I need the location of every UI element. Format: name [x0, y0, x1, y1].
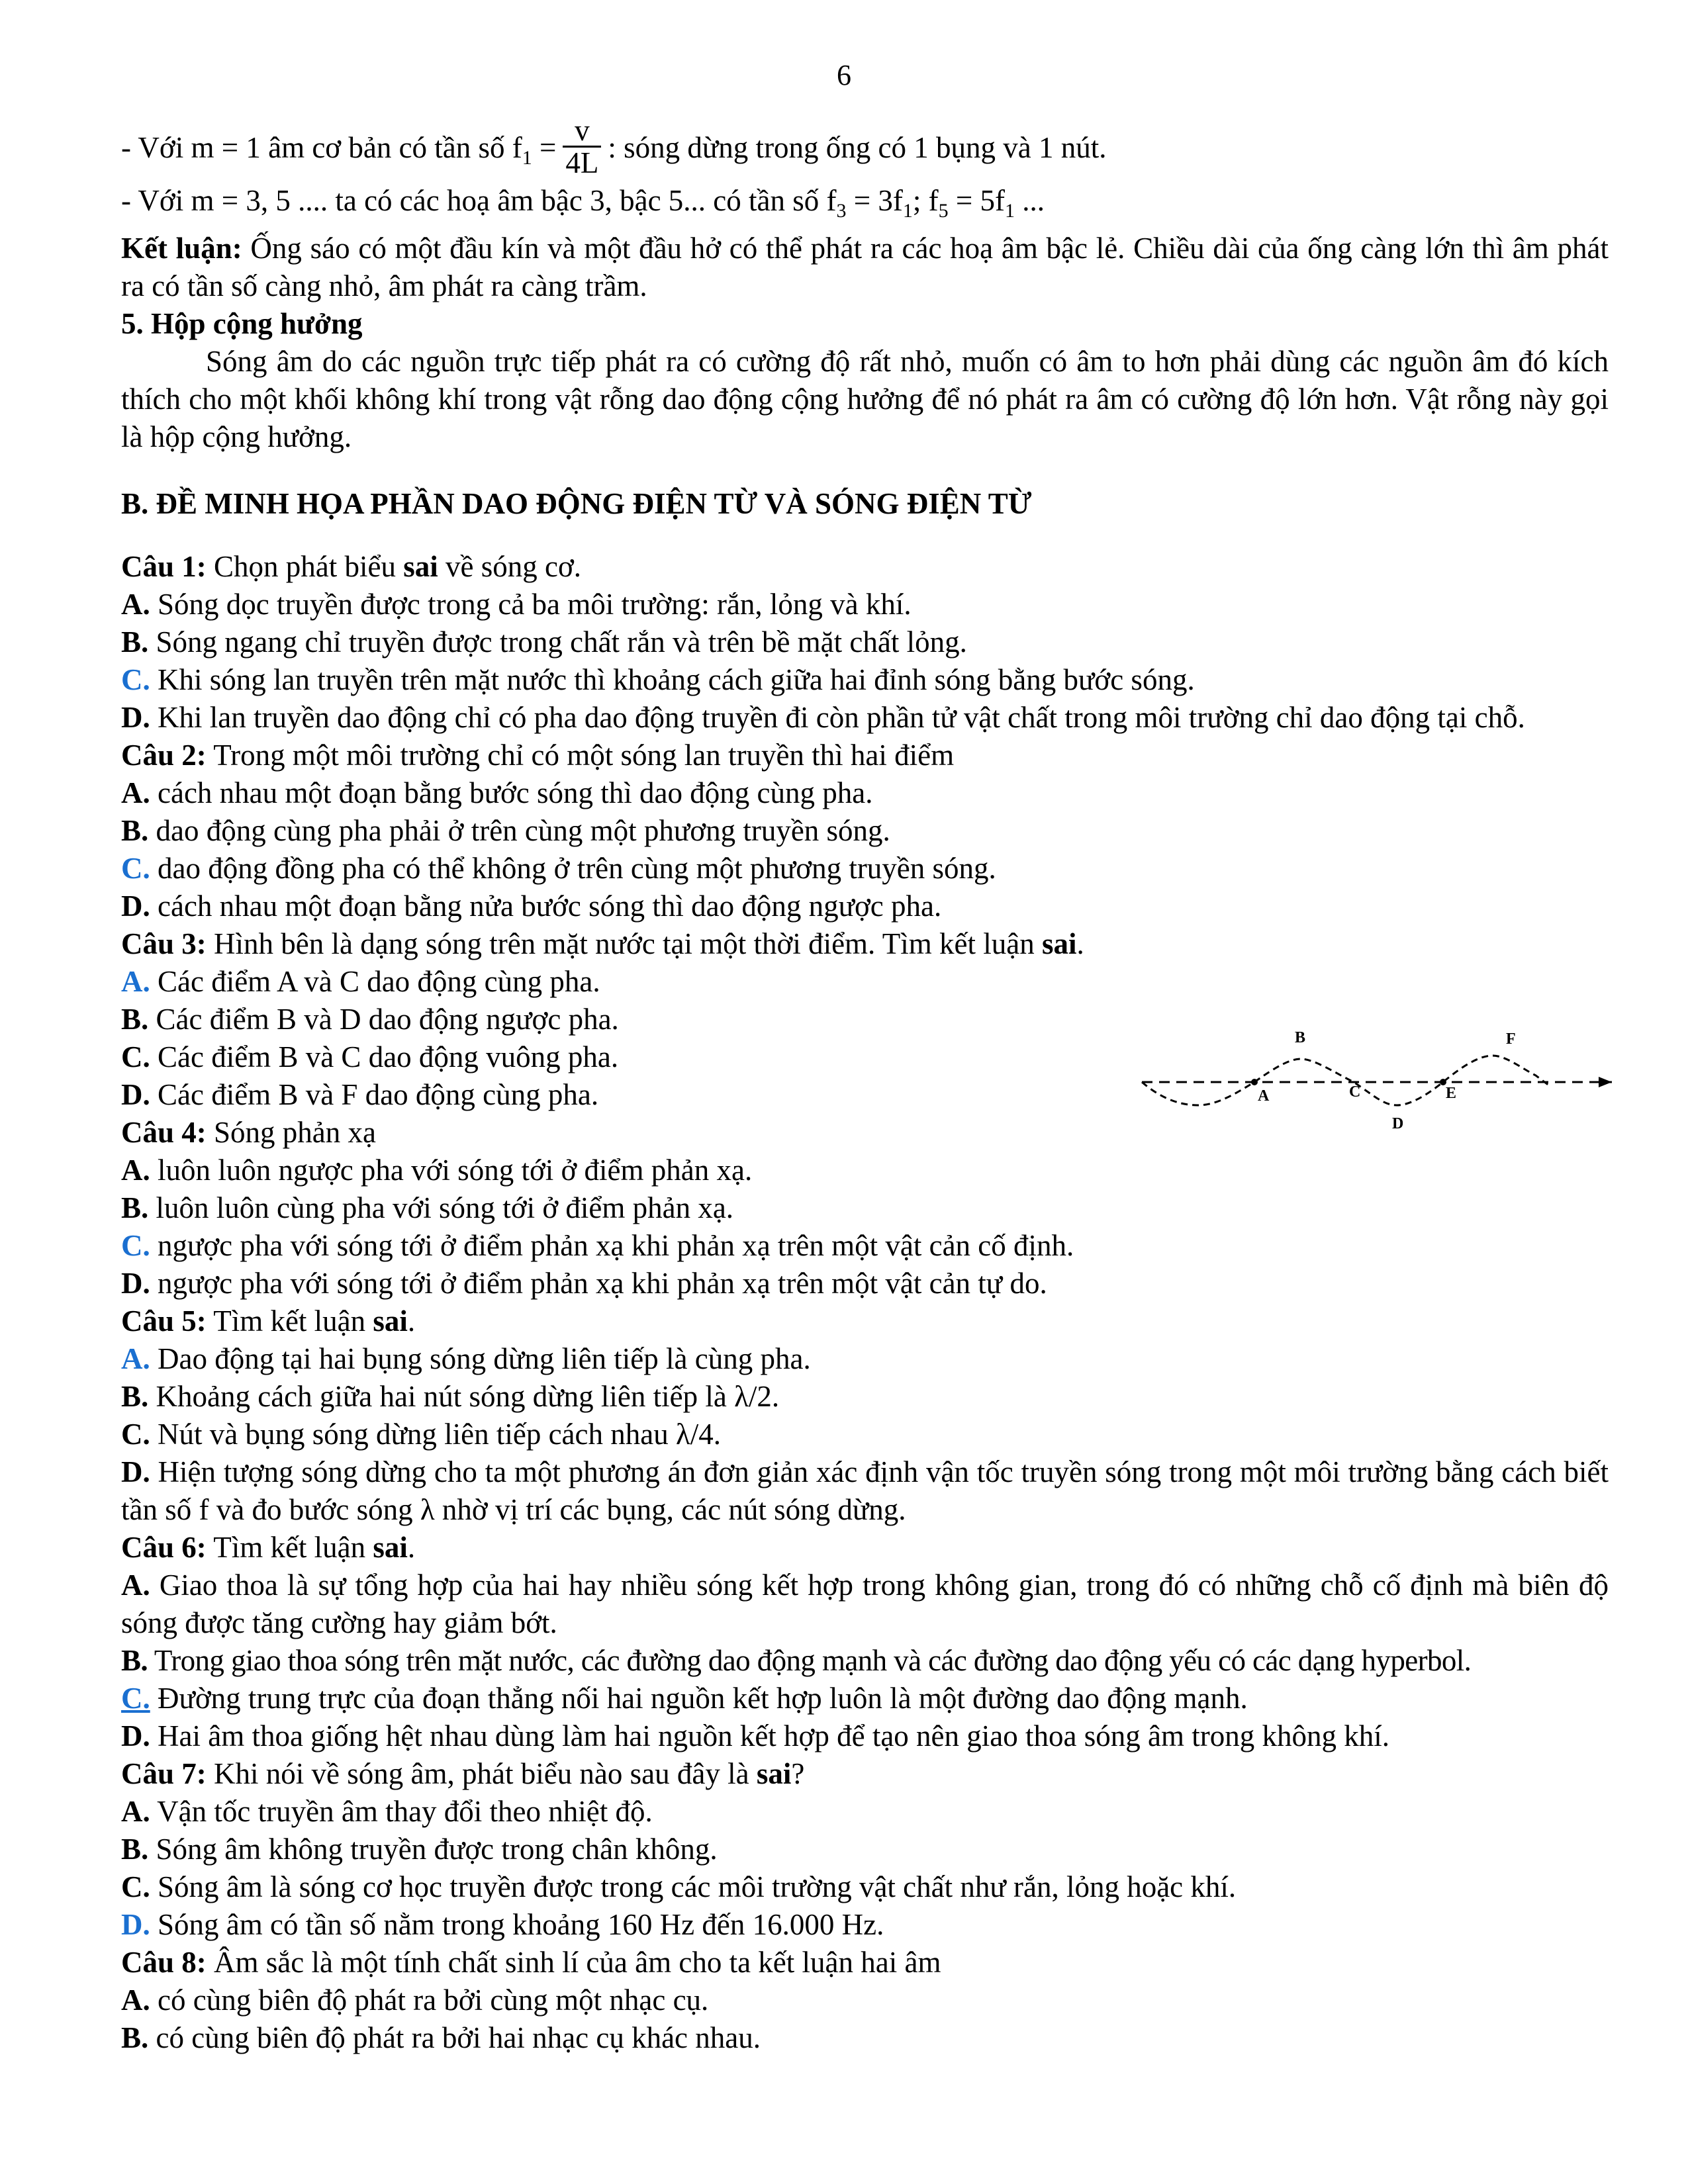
wave-curve	[1142, 1056, 1549, 1105]
page-number: 6	[837, 59, 851, 91]
q1-option-a: A. Sóng dọc truyền được trong cả ba môi trường: rắn, lỏng và khí.	[121, 588, 912, 621]
q7-option-b: B. Sóng âm không truyền được trong chân không.	[121, 1833, 718, 1866]
question-3: Câu 3: Hình bên là dạng sóng trên mặt nước tại một thời điểm. Tìm kết luận sai.	[121, 927, 1084, 960]
question-4: Câu 4: Sóng phản xạ	[121, 1116, 376, 1149]
q3-option-a: A. Các điểm A và C dao động cùng pha.	[121, 965, 600, 998]
question-1: Câu 1: Chọn phát biểu sai về sóng cơ.	[121, 550, 582, 583]
question-5: Câu 5: Tìm kết luận sai.	[121, 1304, 416, 1338]
question-2: Câu 2: Trong một môi trường chỉ có một sóng lan truyền thì hai điểm	[121, 739, 955, 772]
q6-option-d: D. Hai âm thoa giống hệt nhau dùng làm hai nguồn kết hợp để tạo nên giao thoa sóng âm trong không khí.	[121, 1719, 1389, 1752]
label-f: F	[1506, 1030, 1516, 1048]
q4-option-b: B. luôn luôn cùng pha với sóng tới ở điểm phản xạ.	[121, 1191, 734, 1224]
q4-option-c: C. ngược pha với sóng tới ở điểm phản xạ khi phản xạ trên một vật cản cố định.	[121, 1229, 1074, 1262]
q3-option-b: B. Các điểm B và D dao động ngược pha.	[121, 1003, 619, 1036]
q3-option-c: C. Các điểm B và C dao động vuông pha.	[121, 1040, 619, 1073]
q8-option-a: A. có cùng biên độ phát ra bởi cùng một nhạc cụ.	[121, 1983, 709, 2017]
q2-option-a: A. cách nhau một đoạn bằng bước sóng thì dao động cùng pha.	[121, 776, 873, 809]
q1-option-c: C. Khi sóng lan truyền trên mặt nước thì khoảng cách giữa hai đỉnh sóng bằng bước sóng.	[121, 663, 1195, 696]
question-8: Câu 8: Âm sắc là một tính chất sinh lí của âm cho ta kết luận hai âm	[121, 1946, 941, 1979]
q6-option-a: A. Giao thoa là sự tổng hợp của hai hay nhiều sóng kết hợp trong không gian, trong đó có những chỗ cố định mà biên độ sóng được tăng cường hay giảm bớt.	[121, 1569, 1609, 1639]
q2-option-c: C. dao động đồng pha có thể không ở trên cùng một phương truyền sóng.	[121, 852, 996, 885]
conclusion: Kết luận: Ống sáo có một đầu kín và một đầu hở có thể phát ra các hoạ âm bậc lẻ. Chiều dài của ống càng lớn thì âm phát ra có tần số càng nhỏ, âm phát ra càng trầm.	[121, 232, 1609, 302]
q1-option-b: B. Sóng ngang chỉ truyền được trong chất rắn và trên bề mặt chất lỏng.	[121, 625, 967, 659]
q6-option-c: C. Đường trung trực của đoạn thẳng nối hai nguồn kết hợp luôn là một đường dao động mạnh.	[121, 1682, 1248, 1715]
q2-option-b: B. dao động cùng pha phải ở trên cùng một phương truyền sóng.	[121, 814, 890, 847]
section-title: B. ĐỀ MINH HỌA PHẦN DAO ĐỘNG ĐIỆN TỪ VÀ SÓNG ĐIỆN TỪ	[121, 487, 1032, 520]
question-7: Câu 7: Khi nói về sóng âm, phát biểu nào sau đây là sai?	[121, 1757, 805, 1790]
point-a-dot	[1251, 1079, 1258, 1085]
q5-option-d: D. Hiện tượng sóng dừng cho ta một phương án đơn giản xác định vận tốc truyền sóng trong một môi trường bằng cách biết tần số f và đo bước sóng λ nhờ vị trí các bụng, các nút sóng dừng.	[121, 1455, 1609, 1526]
label-a: A	[1258, 1087, 1270, 1105]
q4-option-a: A. luôn luôn ngược pha với sóng tới ở điểm phản xạ.	[121, 1154, 753, 1187]
question-6: Câu 6: Tìm kết luận sai.	[121, 1531, 416, 1564]
q8-option-b: B. có cùng biên độ phát ra bởi hai nhạc cụ khác nhau.	[121, 2021, 761, 2054]
q6-option-b: B. Trong giao thoa sóng trên mặt nước, các đường dao động mạnh và các đường dao động yếu có các dạng hyperbol.	[121, 1644, 1472, 1677]
label-b: B	[1295, 1029, 1306, 1046]
intro-line-1: - Với m = 1 âm cơ bản có tần số $f_1$ = $\frac{v}{4L}$ : sóng dừng trong ống có 1 bụng và 1 nút.	[121, 114, 1107, 179]
label-d: D	[1392, 1115, 1404, 1132]
arrow-head-icon	[1599, 1077, 1612, 1087]
label-e: E	[1446, 1085, 1457, 1102]
q4-option-d: D. ngược pha với sóng tới ở điểm phản xạ khi phản xạ trên một vật cản tự do.	[121, 1267, 1047, 1300]
q2-option-d: D. cách nhau một đoạn bằng nửa bước sóng thì dao động ngược pha.	[121, 889, 942, 923]
resonance-box-text: Sóng âm do các nguồn trực tiếp phát ra có cường độ rất nhỏ, muốn có âm to hơn phải dùng các nguồn âm đó kích thích cho một khối không khí trong vật rỗng dao động cộng hưởng để nó phát ra âm có cường độ lớn hơn. Vật rỗng này gọi là hộp cộng hưởng.	[121, 345, 1609, 453]
q3-option-d: D. Các điểm B và F dao động cùng pha.	[121, 1078, 599, 1111]
intro-line-2: - Với m = 3, 5 .... ta có các hoạ âm bậc 3, bậc 5... có tần số $f_3 = 3f_1$; $f_5 = 5f_1$ ...	[121, 184, 1045, 222]
q1-option-d: D. Khi lan truyền dao động chỉ có pha dao động truyền đi còn phần tử vật chất trong môi trường chỉ dao động tại chỗ.	[121, 701, 1525, 734]
wave-diagram	[1125, 1023, 1615, 1142]
label-c: C	[1349, 1083, 1361, 1101]
q5-option-c: C. Nút và bụng sóng dừng liên tiếp cách nhau λ/4.	[121, 1418, 722, 1451]
q5-option-a: A. Dao động tại hai bụng sóng dừng liên tiếp là cùng pha.	[121, 1342, 811, 1375]
heading-resonance-box: 5. Hộp cộng hưởng	[121, 307, 363, 340]
q5-option-b: B. Khoảng cách giữa hai nút sóng dừng liên tiếp là λ/2.	[121, 1380, 780, 1413]
q7-option-a: A. Vận tốc truyền âm thay đổi theo nhiệt độ.	[121, 1795, 653, 1828]
fraction-v-over-4L: $\frac{v}{4L}$	[563, 115, 601, 178]
q7-option-d: D. Sóng âm có tần số nằm trong khoảng 160 Hz đến 16.000 Hz.	[121, 1908, 884, 1941]
q7-option-c: C. Sóng âm là sóng cơ học truyền được trong các môi trường vật chất như rắn, lỏng hoặc khí.	[121, 1870, 1237, 1903]
